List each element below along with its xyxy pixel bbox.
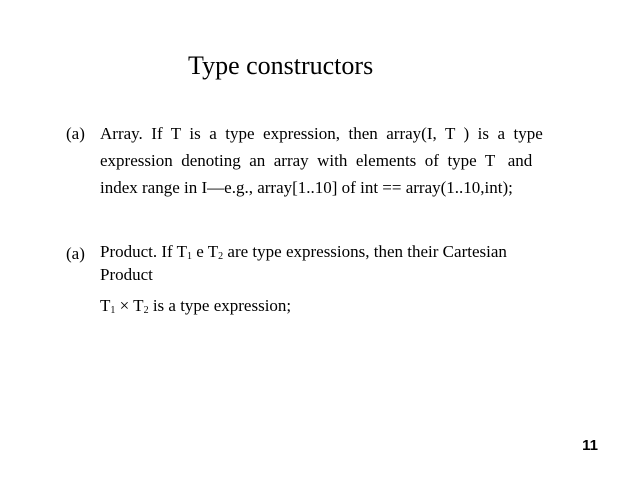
- list-item-array: [66, 120, 606, 201]
- spacer: [100, 286, 606, 294]
- text-line: index range in I—e.g., array[1..10] of int == array(1..10,int);: [100, 178, 513, 197]
- text-run: is a type expression;: [148, 296, 292, 315]
- text-run: × T: [115, 296, 144, 315]
- text-line: [100, 240, 606, 263]
- text-line: expression denoting an array with elements of type T and: [100, 151, 533, 170]
- list-item-product: [66, 240, 606, 317]
- text-run: Product. If T: [100, 242, 188, 261]
- list-marker: (a): [66, 124, 85, 143]
- text-run: e T: [192, 242, 219, 261]
- list-item-text: [100, 240, 606, 317]
- subscript: 2: [218, 251, 224, 262]
- page-number: 11: [582, 437, 598, 454]
- text-line: Array. If T is a type expression, then array(I, T ) is a type: [100, 124, 543, 143]
- text-run: are type expressions, then their Cartesian: [223, 242, 507, 261]
- text-line: [100, 294, 606, 317]
- text-run: T: [100, 296, 111, 315]
- subscript: 1: [110, 305, 116, 316]
- subscript: 1: [187, 251, 193, 262]
- slide-title: Type constructors: [188, 51, 374, 80]
- list-marker: (a): [66, 244, 85, 263]
- text-line: Product: [100, 265, 153, 284]
- list-item-text: [100, 120, 606, 201]
- subscript: 2: [143, 305, 149, 316]
